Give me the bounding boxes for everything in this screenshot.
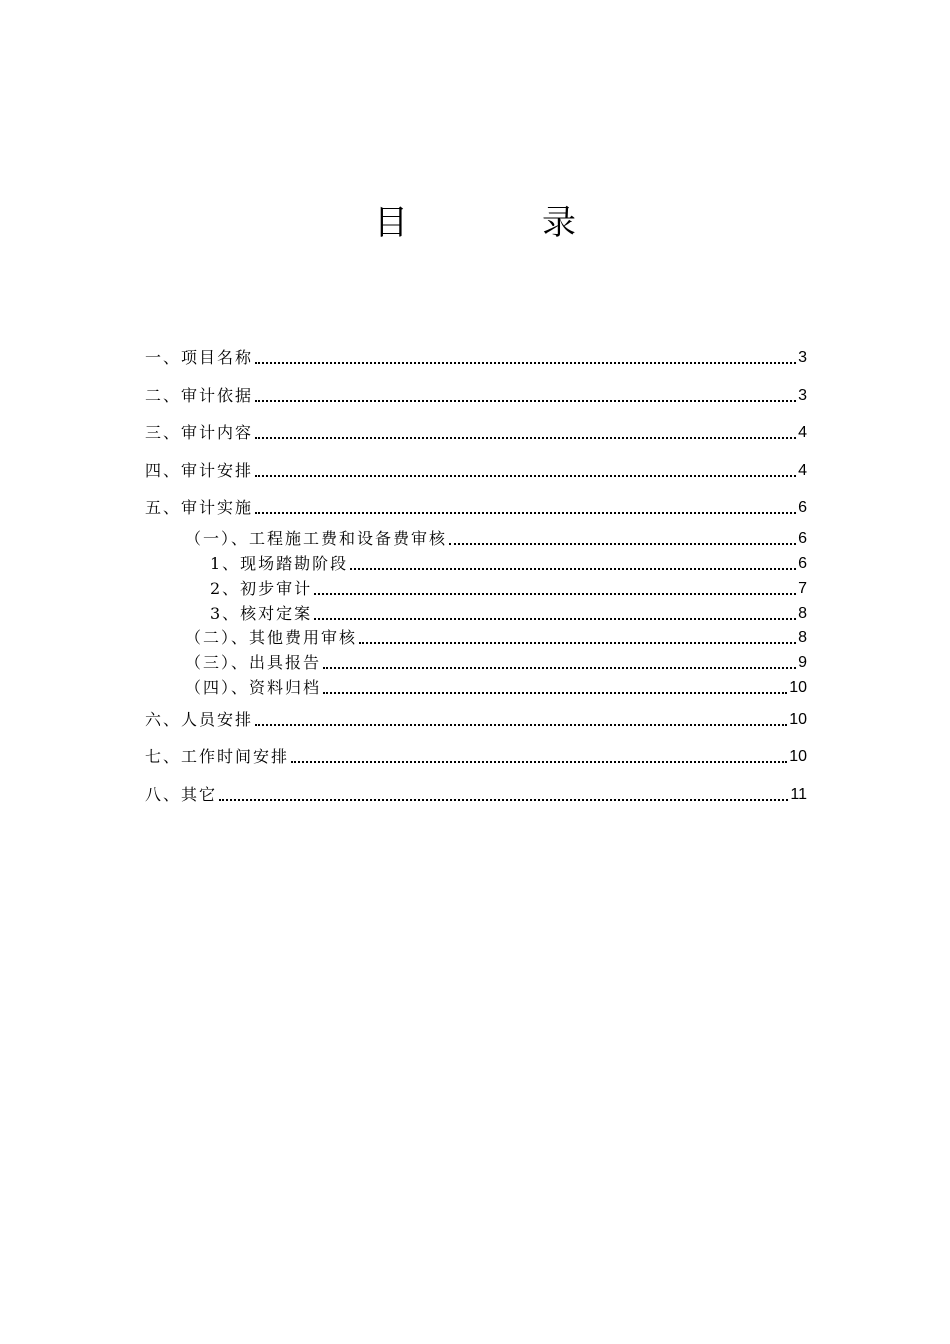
toc-leader	[255, 724, 787, 726]
toc-leader	[255, 437, 796, 439]
toc-entry-label: （四）、资料归档	[185, 678, 322, 697]
toc-entry-label: 八、其它	[145, 785, 218, 804]
toc-entry[interactable]	[185, 525, 807, 549]
toc-entry[interactable]	[210, 575, 807, 599]
toc-entry-label: 2、初步审计	[210, 579, 313, 598]
toc-leader	[255, 475, 796, 477]
toc-entry-page: 8	[798, 605, 807, 622]
toc-entry-page: 4	[798, 424, 807, 441]
toc-entry-page: 3	[798, 349, 807, 366]
toc-entry[interactable]	[145, 344, 807, 368]
toc-entry[interactable]	[145, 781, 807, 805]
toc-entry-page: 10	[789, 679, 807, 696]
toc-entry-label: （一）、工程施工费和设备费审核	[185, 529, 448, 548]
toc-entry[interactable]	[185, 674, 807, 698]
toc-entry-label: （三）、出具报告	[185, 653, 322, 672]
toc-entry-label: 3、核对定案	[210, 604, 313, 623]
toc-entry[interactable]	[210, 600, 807, 624]
toc-entry-page: 4	[798, 462, 807, 479]
toc-leader	[291, 761, 787, 763]
toc-leader	[314, 593, 796, 595]
toc-leader	[449, 543, 796, 545]
toc-entry-page: 7	[798, 580, 807, 597]
toc-entry[interactable]	[145, 494, 807, 518]
toc-entry-label: 1、现场踏勘阶段	[210, 554, 349, 573]
toc-leader	[323, 692, 787, 694]
toc-leader	[359, 642, 796, 644]
toc-entry-label: （二）、其他费用审核	[185, 628, 358, 647]
toc-entry-page: 6	[798, 555, 807, 572]
toc-title: 目 录	[374, 203, 626, 243]
toc-entry[interactable]	[145, 382, 807, 406]
toc-entry-page: 3	[798, 387, 807, 404]
toc-entry-label: 二、审计依据	[145, 386, 254, 405]
toc-entry[interactable]	[145, 457, 807, 481]
toc-leader	[255, 362, 796, 364]
toc-entry-page: 6	[798, 499, 807, 516]
toc-entry[interactable]	[185, 649, 807, 673]
toc-entry-label: 五、审计实施	[145, 498, 254, 517]
toc-entry-label: 三、审计内容	[145, 423, 254, 442]
toc-entry-label: 六、人员安排	[145, 710, 254, 729]
toc-leader	[323, 667, 796, 669]
toc-entry-label: 四、审计安排	[145, 461, 254, 480]
toc-entry[interactable]	[145, 743, 807, 767]
toc-leader	[350, 568, 796, 570]
toc-entry-label: 一、项目名称	[145, 348, 254, 367]
toc-leader	[255, 512, 796, 514]
toc-entry[interactable]	[185, 624, 807, 648]
toc-entry[interactable]	[210, 550, 807, 574]
toc-entry-page: 6	[798, 530, 807, 547]
toc-leader	[314, 618, 796, 620]
toc-entry[interactable]	[145, 706, 807, 730]
toc-entry-page: 9	[798, 654, 807, 671]
toc-entry-page: 10	[789, 711, 807, 728]
toc-entry-page: 8	[798, 629, 807, 646]
toc-entry[interactable]	[145, 419, 807, 443]
toc-leader	[219, 799, 788, 801]
toc-entry-page: 11	[790, 786, 807, 803]
toc-leader	[255, 400, 796, 402]
toc-entry-label: 七、工作时间安排	[145, 747, 290, 766]
toc-entry-page: 10	[789, 748, 807, 765]
